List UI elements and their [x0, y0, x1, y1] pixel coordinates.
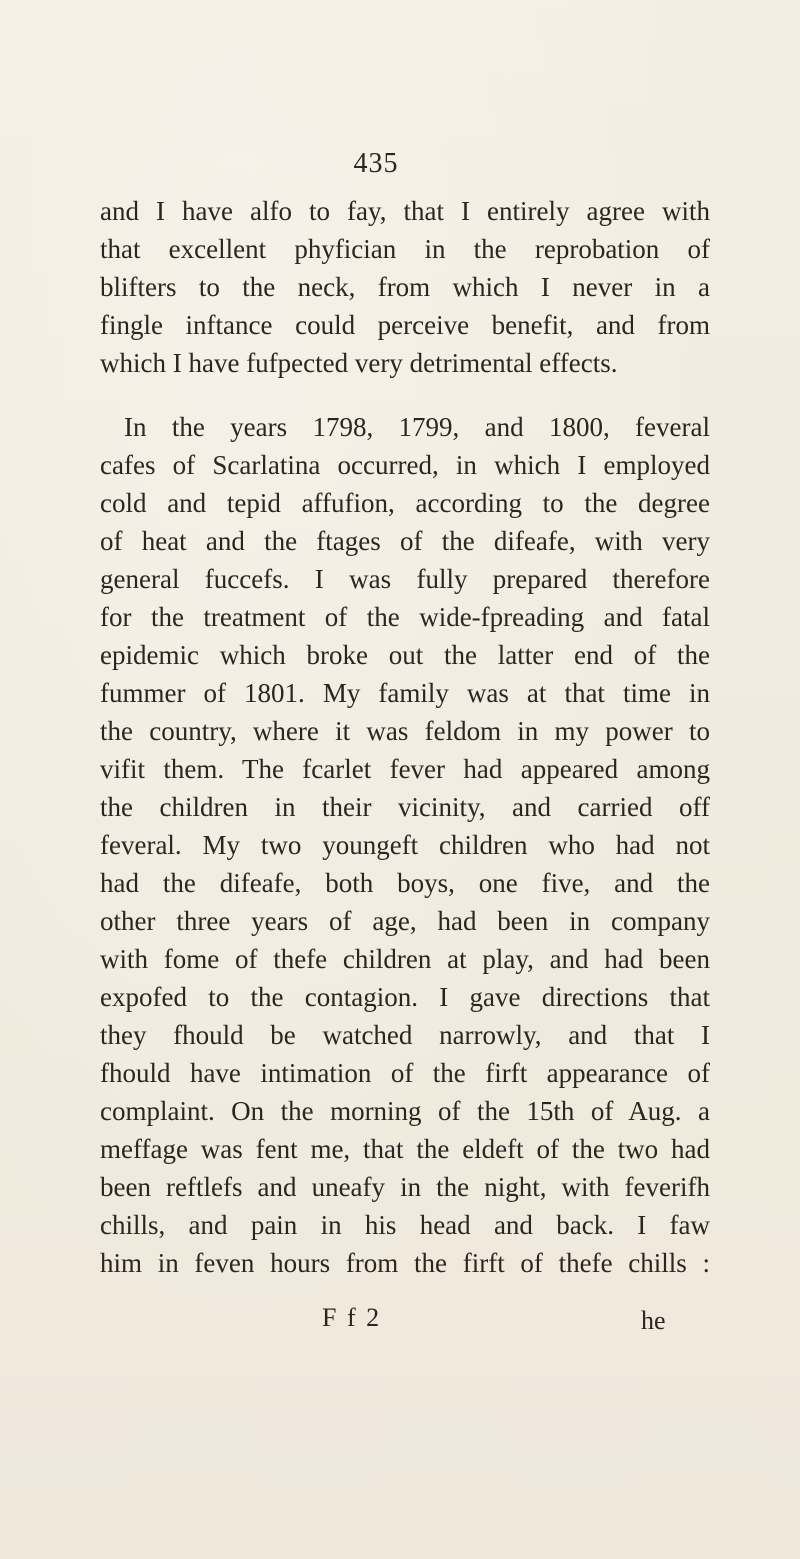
text-line: which I have fufpected very detrimental effects.	[100, 348, 618, 378]
text-line: that excellent phyfician in the reprobation of	[100, 234, 710, 264]
text-line: fhould have intimation of the firft appearance of	[100, 1058, 710, 1088]
text-line: expofed to the contagion. I gave directions that	[100, 982, 710, 1012]
text-line: other three years of age, had been in company	[100, 906, 710, 936]
signature-mark: F f 2	[322, 1303, 382, 1332]
text-line: for the treatment of the wide-fpreading and fatal	[100, 602, 710, 632]
text-line: epidemic which broke out the latter end of the	[100, 640, 710, 670]
text-line: fingle inftance could perceive benefit, and from	[100, 310, 710, 340]
text-line: cafes of Scarlatina occurred, in which I employed	[100, 450, 710, 480]
text-line: with fome of thefe children at play, and had been	[100, 944, 710, 974]
text-line: blifters to the neck, from which I never in a	[100, 272, 710, 302]
text-line: the children in their vicinity, and carried off	[100, 792, 710, 822]
text-line: the country, where it was feldom in my power to	[100, 716, 710, 746]
page-number: 435	[353, 148, 399, 179]
text-line: and I have alfo to fay, that I entirely agree with	[100, 196, 710, 226]
text-line: him in feven hours from the firft of thefe chills :	[100, 1248, 710, 1278]
text-line: complaint. On the morning of the 15th of Aug. a	[100, 1096, 710, 1126]
text-line: meffage was fent me, that the eldeft of the two had	[100, 1134, 710, 1164]
text-line: had the difeafe, both boys, one five, and the	[100, 868, 710, 898]
text-line: fummer of 1801. My family was at that time in	[100, 678, 710, 708]
text-line: chills, and pain in his head and back. I faw	[100, 1210, 710, 1240]
text-line: they fhould be watched narrowly, and that I	[100, 1020, 710, 1050]
text-line: vifit them. The fcarlet fever had appeared among	[100, 754, 710, 784]
text-line: cold and tepid affufion, according to the degree	[100, 488, 710, 518]
catchword: he	[641, 1306, 666, 1335]
text-line: feveral. My two youngeft children who had not	[100, 830, 710, 860]
text-line: general fuccefs. I was fully prepared therefore	[100, 564, 710, 594]
text-line: of heat and the ftages of the difeafe, with very	[100, 526, 710, 556]
text-line: been reftlefs and uneafy in the night, with feverifh	[100, 1172, 710, 1202]
text-line: In the years 1798, 1799, and 1800, feveral	[124, 412, 710, 442]
